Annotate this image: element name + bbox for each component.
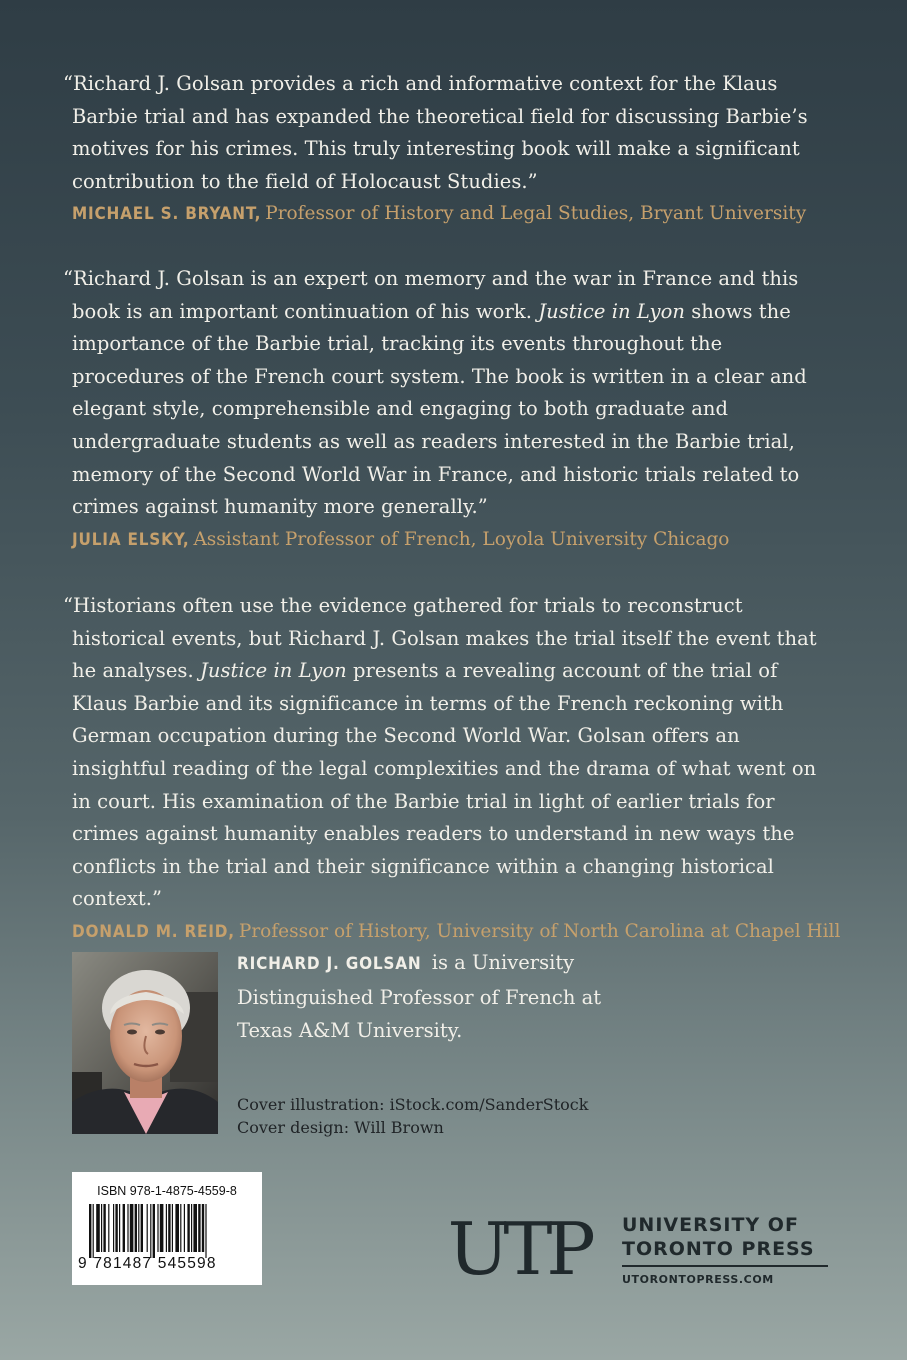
cover-illustration-credit: Cover illustration: iStock.com/SanderStock (237, 1095, 589, 1114)
cover-design-credit: Cover design: Will Brown (237, 1118, 444, 1137)
publisher-name (622, 1213, 815, 1261)
endorsement-attribution (72, 524, 832, 557)
utp-logo: UTP (447, 1207, 590, 1291)
book-title: Justice in Lyon (538, 299, 685, 323)
endorser-affiliation: Professor of History and Legal Studies, Bryant University (265, 203, 807, 225)
endorser-name: MICHAEL S. BRYANT, (72, 204, 262, 225)
author-portrait-image (72, 952, 218, 1134)
barcode-bars-icon (89, 1204, 245, 1258)
endorsement-attribution (72, 916, 841, 949)
endorsement-quote: “Historians often use the evidence gathered for trials to reconstruct historical events, but Richard J. Golsan makes the trial itself the event that he analyses. Justice in Lyon presents a revealing account of the trial of Klaus Barbie and its significance in terms of the French reckoning with German occupation during the Second World War. Golsan offers an insightful reading of the legal complexities and the drama of what went on in court. His examination of the Barbie trial in light of earlier trials for crimes against humanity enables readers to understand in new ways the conflicts in the trial and their significance within a changing historical context.” (63, 594, 817, 911)
author-description: is a University Distinguished Professor of French at Texas A&M University. (237, 951, 602, 1042)
endorser-name: DONALD M. REID, (72, 921, 235, 942)
endorser-affiliation: Professor of History, University of North Carolina at Chapel Hill (238, 920, 841, 942)
isbn-label: ISBN 978-1-4875-4559-8 (97, 1184, 237, 1198)
book-title: Justice in Lyon (199, 659, 347, 683)
author-name: RICHARD J. GOLSAN (237, 954, 422, 974)
cover-credits (237, 1093, 588, 1139)
publisher-name-line2: TORONTO PRESS (622, 1238, 815, 1260)
endorser-affiliation: Assistant Professor of French, Loyola University Chicago (193, 528, 730, 550)
publisher-divider (622, 1265, 828, 1267)
endorsement-3 (63, 590, 841, 949)
endorser-name: JULIA ELSKY, (72, 529, 190, 550)
author-photo (72, 952, 218, 1134)
endorsement-quote: “Richard J. Golsan is an expert on memory and the war in France and this book is an important continuation of his work. Justice in Lyon shows the importance of the Barbie trial, tracking its events throughout the procedures of the French court system. The book is written in a clear and elegant style, comprehensible and engaging to both graduate and undergraduate students as well as readers interested in the Barbie trial, memory of the Second World War in France, and historic trials related to crimes against humanity more generally.” (63, 267, 807, 519)
endorsement-1 (63, 68, 832, 231)
endorsement-attribution (72, 198, 832, 231)
endorsement-quote: “Richard J. Golsan provides a rich and informative context for the Klaus Barbie trial and has expanded the theoretical field for discussing Barbie’s motives for his crimes. This truly interesting book will make a significant contribution to the field of Holocaust Studies.” (63, 72, 808, 193)
author-bio (237, 946, 657, 1047)
publisher-url: UTORONTOPRESS.COM (622, 1273, 774, 1286)
publisher-name-line1: UNIVERSITY OF (622, 1214, 799, 1236)
barcode-digits: 9 781487 545598 (78, 1255, 217, 1272)
endorsement-2 (63, 263, 832, 556)
isbn-barcode (72, 1172, 262, 1285)
